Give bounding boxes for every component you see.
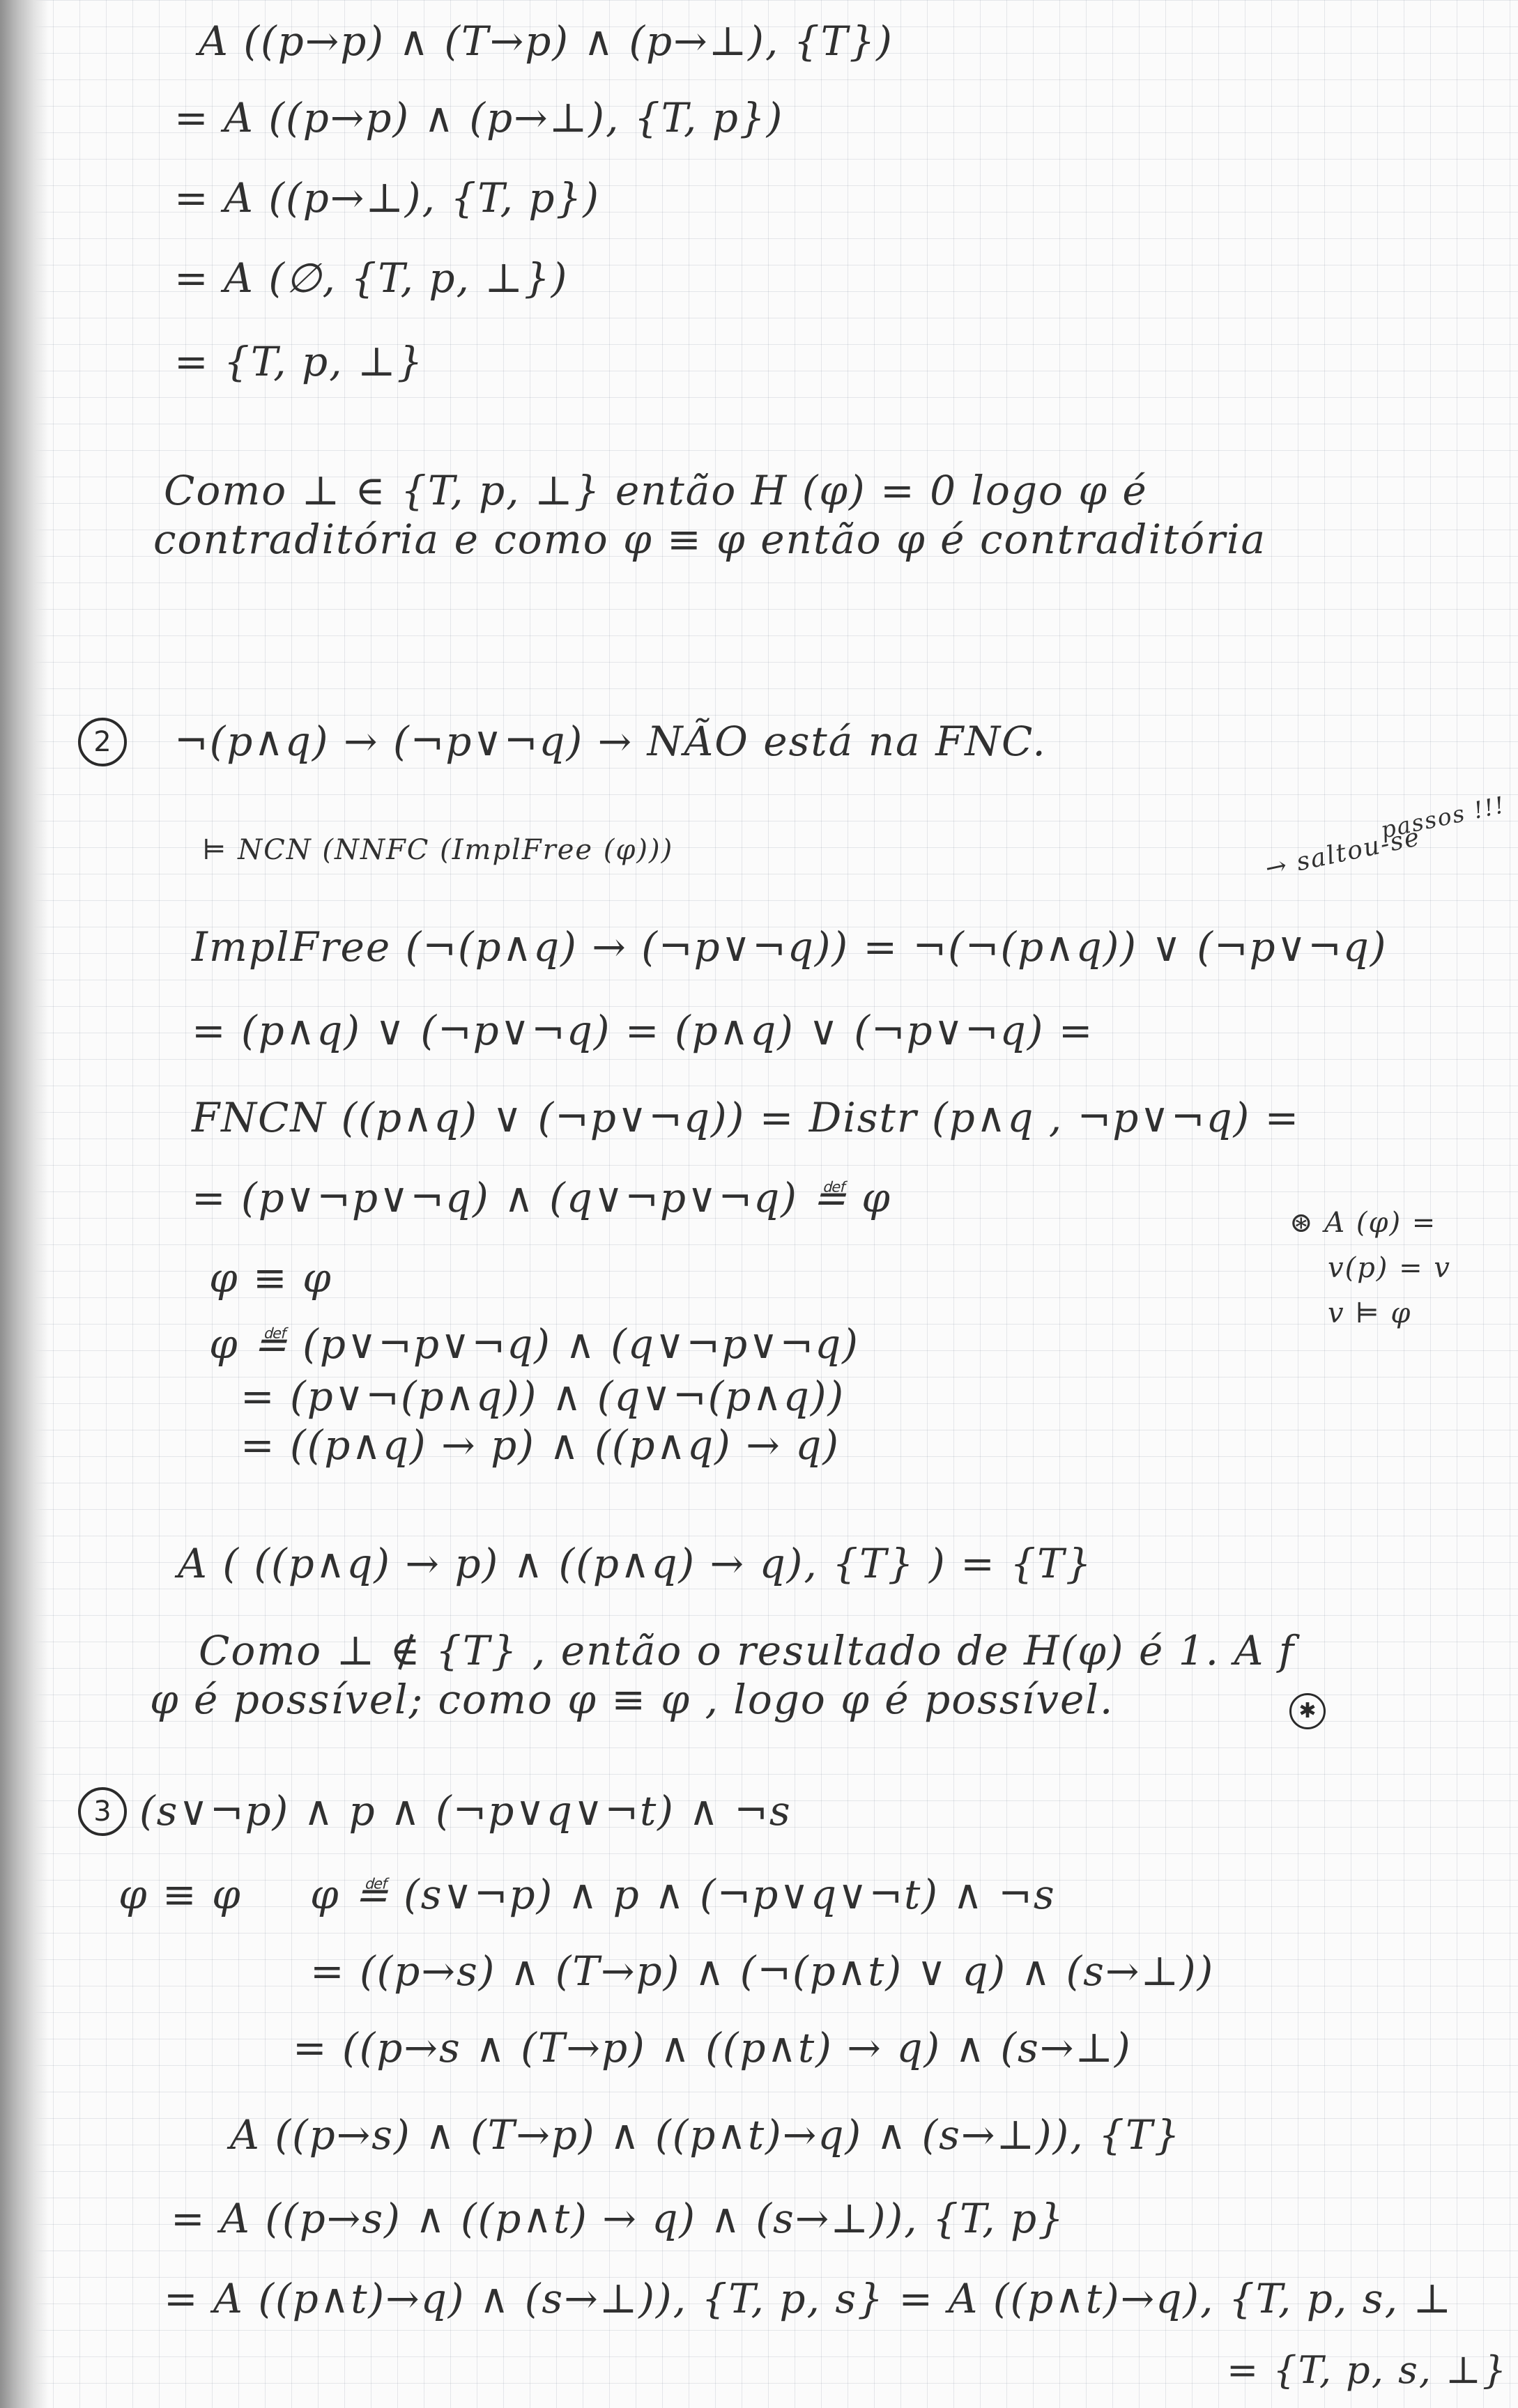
derivation-line: = ((p∧q) → p) ∧ ((p∧q) → q) bbox=[240, 1421, 840, 1469]
conclusion-text: contraditória e como φ ≡ φ então φ é contraditória bbox=[153, 516, 1267, 563]
derivation-line: = A ((p→⊥), {T, p}) bbox=[174, 174, 600, 222]
derivation-line: = ((p→s) ∧ (T→p) ∧ (¬(p∧t) ∨ q) ∧ (s→⊥)) bbox=[310, 1947, 1215, 1995]
derivation-line: φ ≝ (p∨¬p∨¬q) ∧ (q∨¬p∨¬q) bbox=[209, 1320, 859, 1368]
derivation-line: = A ((p→s) ∧ ((p∧t) → q) ∧ (s→⊥)), {T, p} bbox=[171, 2195, 1066, 2242]
derivation-line: φ ≡ φ bbox=[209, 1254, 332, 1302]
exercise-heading: ¬(p∧q) → (¬p∨¬q) → NÃO está na FNC. bbox=[174, 718, 1047, 765]
side-note: ⊛ A (φ) = bbox=[1289, 1207, 1437, 1239]
exercise-heading: (s∨¬p) ∧ p ∧ (¬p∨q∨¬t) ∧ ¬s bbox=[139, 1787, 792, 1835]
result-line: A ( ((p∧q) → p) ∧ ((p∧q) → q), {T} ) = {T} bbox=[178, 1540, 1093, 1587]
derivation-line: = A (∅, {T, p, ⊥}) bbox=[174, 254, 569, 302]
equivalence-line: φ ≡ φ bbox=[118, 1871, 242, 1918]
derivation-line: φ ≝ (s∨¬p) ∧ p ∧ (¬p∨q∨¬t) ∧ ¬s bbox=[310, 1871, 1056, 1918]
conclusion-text: Como ⊥ ∉ {T} , então o resultado de H(φ) é 1. A f bbox=[199, 1627, 1296, 1674]
derivation-line: = {T, p, ⊥} bbox=[174, 338, 424, 385]
exercise-number-badge: 3 bbox=[78, 1787, 127, 1836]
star-mark-icon: ✱ bbox=[1289, 1693, 1326, 1729]
margin-note: → saltou-se bbox=[1262, 822, 1423, 883]
side-note: v ⊨ φ bbox=[1328, 1297, 1412, 1329]
exercise-number-badge: 2 bbox=[78, 718, 127, 766]
derivation-line: = (p∧q) ∨ (¬p∨¬q) = (p∧q) ∨ (¬p∨¬q) = bbox=[192, 1007, 1094, 1054]
margin-note: passos !!! bbox=[1378, 790, 1508, 844]
derivation-line: FNCN ((p∧q) ∨ (¬p∨¬q)) = Distr (p∧q , ¬p∨¬q) = bbox=[192, 1094, 1301, 1141]
derivation-line: ImplFree (¬(p∧q) → (¬p∨¬q)) = ¬(¬(p∧q)) ∨ (¬p∨¬q) bbox=[192, 923, 1388, 971]
derivation-line: = A ((p∧t)→q) ∧ (s→⊥)), {T, p, s} = A ((p∧t)→q), {T, p, s, ⊥ bbox=[164, 2275, 1452, 2322]
derivation-line: = {T, p, s, ⊥} bbox=[1227, 2348, 1508, 2392]
conclusion-text: φ é possível; como φ ≡ φ , logo φ é possível. bbox=[150, 1676, 1114, 1723]
conclusion-text: Como ⊥ ∈ {T, p, ⊥} então H (φ) = 0 logo φ é bbox=[164, 467, 1148, 514]
formula-line: ⊨ NCN (NNFC (ImplFree (φ))) bbox=[202, 834, 674, 866]
side-note: v(p) = v bbox=[1328, 1252, 1451, 1284]
derivation-line: = A ((p→p) ∧ (p→⊥), {T, p}) bbox=[174, 94, 784, 141]
derivation-line: A ((p→s) ∧ (T→p) ∧ ((p∧t)→q) ∧ (s→⊥)), {T} bbox=[230, 2111, 1181, 2159]
derivation-line: = ((p→s ∧ (T→p) ∧ ((p∧t) → q) ∧ (s→⊥) bbox=[293, 2024, 1132, 2071]
derivation-line: A ((p→p) ∧ (T→p) ∧ (p→⊥), {T}) bbox=[199, 17, 894, 65]
derivation-line: = (p∨¬(p∧q)) ∧ (q∨¬(p∧q)) bbox=[240, 1373, 845, 1420]
derivation-line: = (p∨¬p∨¬q) ∧ (q∨¬p∨¬q) ≝ φ bbox=[192, 1174, 891, 1221]
